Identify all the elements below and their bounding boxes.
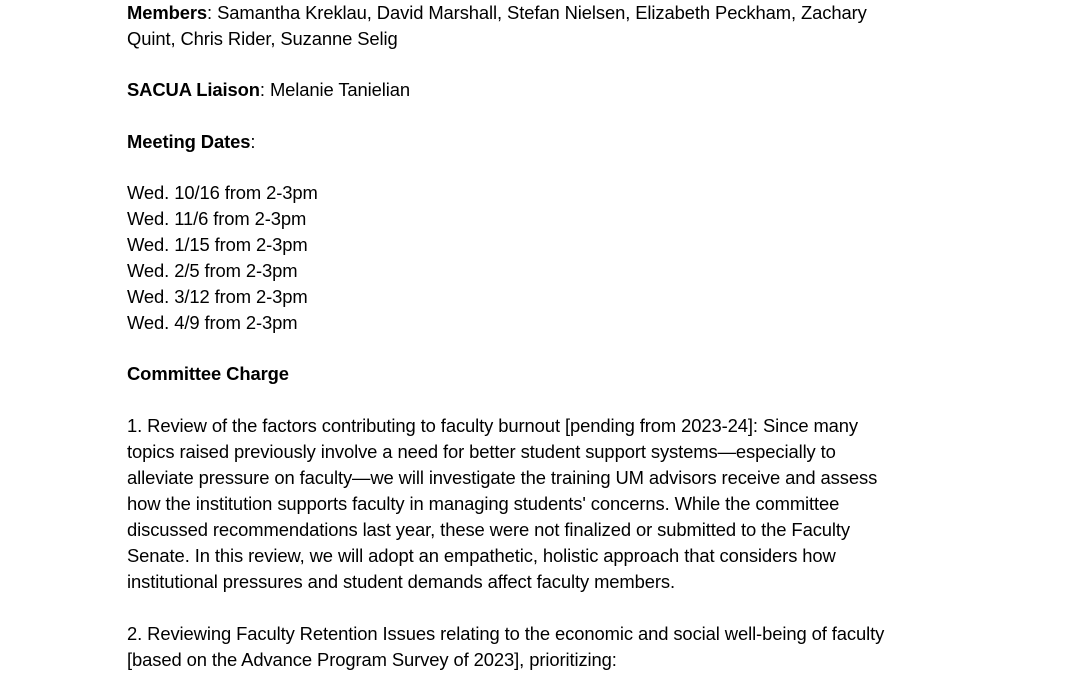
liaison-label: SACUA Liaison — [127, 79, 260, 100]
members-names-1: Samantha Kreklau, David Marshall, Stefan Nielsen, Elizabeth Peckham, Zachary — [217, 2, 867, 23]
meeting-dates-label: Meeting Dates — [127, 131, 251, 152]
committee-charge-heading: Committee Charge — [127, 363, 289, 384]
charge-item-1-line: Senate. In this review, we will adopt an empathetic, holistic approach that considers how — [127, 545, 836, 566]
charge-item-1-line: topics raised previously involve a need for better student support systems—especially to — [127, 441, 836, 462]
charge-item-1-line: how the institution supports faculty in managing students' concerns. While the committee — [127, 493, 840, 514]
meeting-date: Wed. 10/16 from 2-3pm — [127, 182, 318, 203]
charge-item-1-line: institutional pressures and student demands affect faculty members. — [127, 571, 676, 592]
liaison-name: Melanie Tanielian — [269, 79, 411, 100]
members-line-1: Members: Samantha Kreklau, David Marshall, Stefan Nielsen, Elizabeth Peckham, Zachary — [127, 2, 867, 23]
meeting-dates-heading: Meeting Dates: — [127, 131, 256, 152]
liaison-line: SACUA Liaison: Melanie Tanielian — [127, 79, 411, 100]
charge-item-1-line: 1. Review of the factors contributing to faculty burnout [pending from 2023-24]: Since many — [127, 415, 859, 436]
members-label: Members — [127, 2, 208, 23]
meeting-date: Wed. 4/9 from 2-3pm — [127, 312, 298, 333]
charge-item-2-line: 2. Reviewing Faculty Retention Issues relating to the economic and social well-being of faculty — [127, 623, 885, 644]
meeting-date: Wed. 11/6 from 2-3pm — [127, 208, 307, 229]
charge-item-1-line: discussed recommendations last year, these were not finalized or submitted to the Faculty — [127, 519, 851, 540]
charge-item-1-line: alleviate pressure on faculty—we will investigate the training UM advisors receive and assess — [127, 467, 878, 488]
meeting-date: Wed. 3/12 from 2-3pm — [127, 286, 308, 307]
meeting-date: Wed. 2/5 from 2-3pm — [127, 260, 298, 281]
meeting-date: Wed. 1/15 from 2-3pm — [127, 234, 308, 255]
members-line-2: Quint, Chris Rider, Suzanne Selig — [127, 28, 398, 49]
charge-item-2-line: [based on the Advance Program Survey of 2023], prioritizing: — [127, 649, 617, 670]
